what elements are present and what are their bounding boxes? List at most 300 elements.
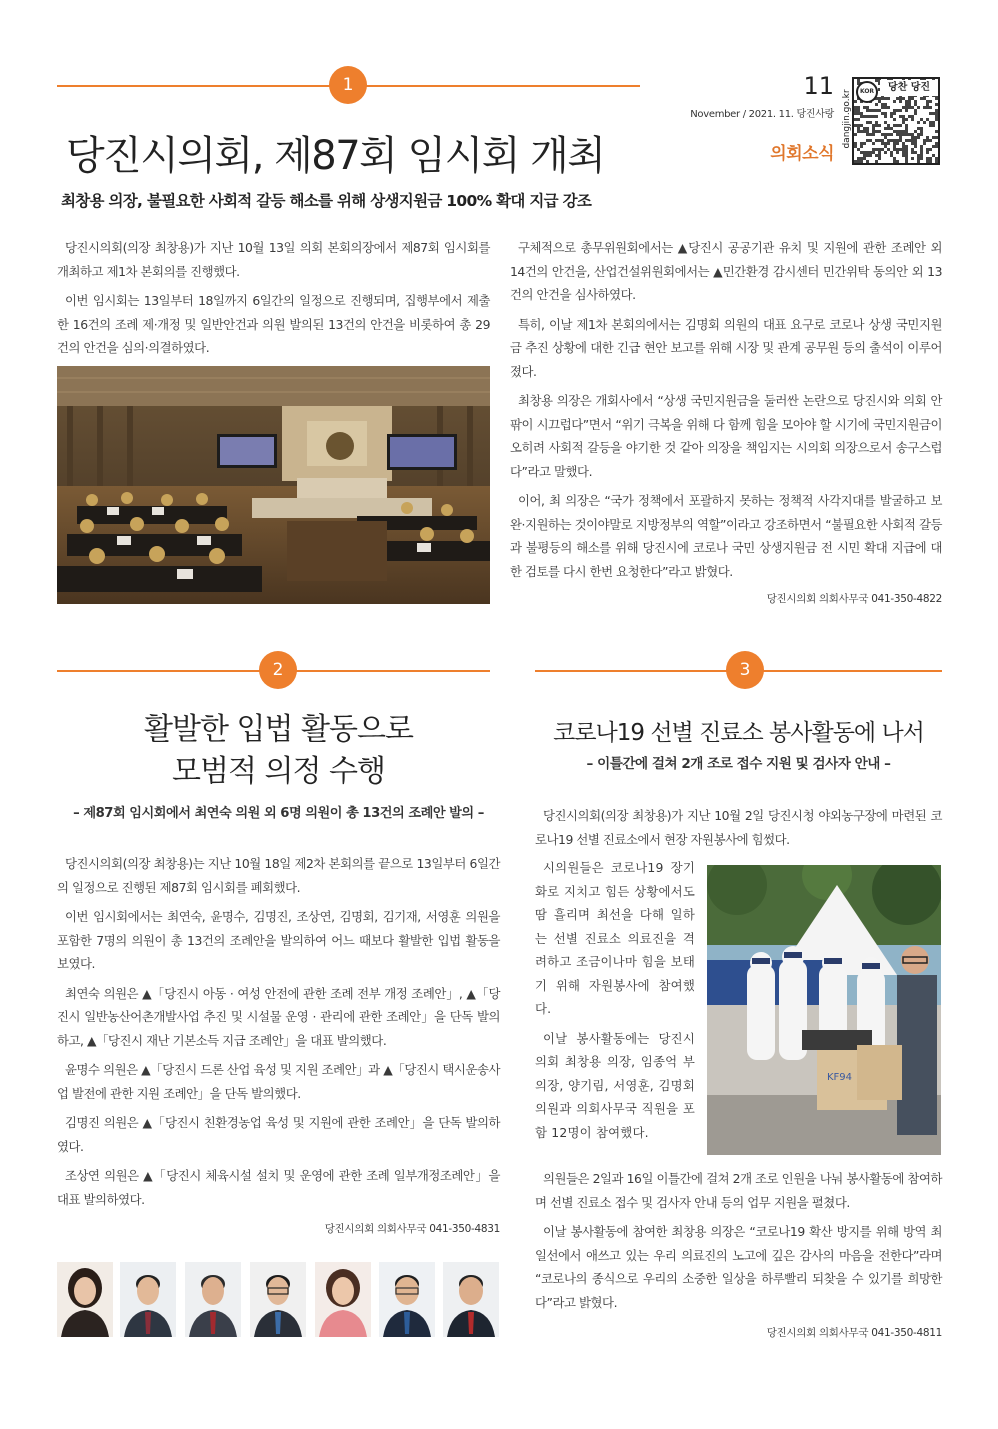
qr-module [860,145,863,148]
qr-module [929,157,932,160]
qr-module [869,109,872,112]
article3-subtitle: – 이틀간에 걸쳐 2개 조로 접수 지원 및 검사자 안내 – [586,756,891,772]
qr-module [887,133,890,136]
qr-module [872,124,875,127]
qr-module [923,121,926,124]
qr-module [893,142,896,145]
qr-module [911,133,914,136]
qr-module [902,130,905,133]
article2-title-line2: 모범적 의정 수행 [172,754,385,789]
qr-module [878,100,881,103]
qr-module [935,157,938,160]
qr-module [866,109,869,112]
qr-module [911,106,914,109]
article2-paragraph: 윤명수 의원은 ▲「당진시 드론 산업 육성 및 지원 조례안」과 ▲「당진시 택시운송사업 발전에 관한 지원 조례안」을 단독 발의했다. [57,1062,500,1101]
qr-module [914,145,917,148]
qr-module [860,112,863,115]
article3-intro: 당진시의회(의장 최창용)가 지난 10월 2일 당진시청 야외농구장에 마련된 코로나19 선별 진료소에서 현장 자원봉사에 힘썼다. [535,808,942,847]
qr-module [875,139,878,142]
qr-module [911,136,914,139]
councilor-portrait-5 [315,1262,371,1337]
qr-module [869,115,872,118]
qr-module [911,139,914,142]
qr-module [926,157,929,160]
qr-module [905,157,908,160]
qr-module [905,148,908,151]
qr-module [866,121,869,124]
qr-module [917,160,920,163]
qr-module [911,97,914,100]
qr-module [920,154,923,157]
qr-module [857,148,860,151]
article2-paragraph: 김명진 의원은 ▲「당진시 친환경농업 육성 및 지원에 관한 조례안」을 단독 발의하였다. [57,1115,500,1154]
qr-module [935,97,938,100]
qr-module [929,112,932,115]
qr-module [902,151,905,154]
article2-title-line1: 활발한 입법 활동으로 [144,712,413,747]
section-label: 의회소식 [770,144,834,164]
qr-module [908,133,911,136]
qr-module [920,133,923,136]
qr-module [875,79,878,82]
qr-module [890,127,893,130]
qr-module [878,130,881,133]
qr-module [920,157,923,160]
qr-module [896,130,899,133]
qr-module [935,130,938,133]
qr-module [908,139,911,142]
article2-credit: 당진시의회 의회사무국 041-350-4831 [324,1223,500,1235]
qr-module [920,97,923,100]
qr-module [869,151,872,154]
qr-module [935,112,938,115]
qr-module [890,151,893,154]
qr-module [905,127,908,130]
qr-module [935,160,938,163]
qr-badge: KOR [856,81,878,103]
qr-module [872,148,875,151]
qr-module [899,124,902,127]
article3-number-badge: 3 [726,651,764,689]
qr-module [866,130,869,133]
qr-module [935,103,938,106]
qr-module [926,151,929,154]
qr-module [881,139,884,142]
article3-paragraph: 의원들은 2일과 16일 이틀간에 걸쳐 2개 조로 인원을 나눠 봉사활동에 참여하며 선별 진료소 접수 및 검사자 안내 등의 업무 지원을 펼쳤다. [535,1171,942,1210]
article2-paragraph: 최연숙 의원은 ▲「당진시 아동 · 여성 안전에 관한 조례 전부 개정 조례안」, ▲「당진시 일반농산어촌개발사업 추진 및 시설물 운영 · 관리에 관한 조례안」을 단독 발의하고, ▲「당진시 재난 기본소득 지급 조례안」을 대표 발의했다. [57,985,500,1048]
qr-module [899,100,902,103]
qr-module [929,124,932,127]
qr-module [854,100,857,103]
qr-module [923,97,926,100]
qr-module [923,139,926,142]
qr-module [926,136,929,139]
qr-module [893,148,896,151]
qr-module [881,148,884,151]
qr-module [902,133,905,136]
qr-module [863,127,866,130]
qr-module [863,130,866,133]
qr-module [881,97,884,100]
qr-module [917,127,920,130]
qr-module [908,115,911,118]
qr-module [860,115,863,118]
qr-module [866,133,869,136]
qr-module [911,157,914,160]
qr-module [890,133,893,136]
qr-module [905,130,908,133]
article1-paragraph: 이번 임시회는 13일부터 18일까지 6일간의 일정으로 진행되며, 집행부에서 제출한 16건의 조례 제·개정 및 일반안건과 의원 발의된 13건의 안건을 비롯하여 총 29건의 안건을 심의·의결하였다. [57,293,490,355]
qr-module [935,118,938,121]
qr-module [935,109,938,112]
qr-module [884,145,887,148]
qr-module [857,106,860,109]
qr-module [884,106,887,109]
qr-module [908,103,911,106]
qr-module [896,148,899,151]
qr-module [884,115,887,118]
qr-module [854,112,857,115]
qr-module [911,148,914,151]
article1-right-column [510,236,942,589]
qr-module [854,160,857,163]
article3-side-column [535,856,695,1150]
qr-module [881,106,884,109]
qr-module [917,133,920,136]
qr-module [857,157,860,160]
article1-paragraph: 이어, 최 의장은 “국가 정책에서 포괄하지 못하는 정책적 사각지대를 발굴하고 보완·지원하는 것이야말로 지방정부의 역할”이라고 강조하면서 “불필요한 사회적 갈등과 불평등의 해소를 위해 당진시에 코로나 국민 상생지원금 전 시민 확대 지급에 대한 검토를 다시 한번 요청한다”라고 밝혔다. [510,493,942,579]
qr-module [902,154,905,157]
qr-module [896,160,899,163]
qr-module [923,106,926,109]
article1-paragraph: 당진시의회(의장 최창용)가 지난 10월 13일 의회 본회의장에서 제87회 임시회를 개최하고 제1차 본회의를 진행했다. [57,240,490,279]
qr-module [884,151,887,154]
qr-module [866,154,869,157]
qr-module [884,121,887,124]
qr-module [902,145,905,148]
qr-module [854,106,857,109]
qr-module [872,130,875,133]
qr-module [860,157,863,160]
qr-module [926,160,929,163]
councilor-portrait-6 [379,1262,435,1337]
qr-module [875,148,878,151]
qr-module [863,115,866,118]
qr-module [860,142,863,145]
qr-stamp: 당찬 당진 [880,80,938,96]
qr-module [890,115,893,118]
qr-module [854,142,857,145]
qr-module [857,130,860,133]
qr-module [932,112,935,115]
article3-intro-block [535,804,942,857]
qr-module [875,109,878,112]
qr-module [899,136,902,139]
article1-subtitle: 최창용 의장, 불필요한 사회적 갈등 해소를 위해 상생지원금 100% 확대 지급 강조 [61,192,592,210]
qr-module [914,142,917,145]
qr-module [899,109,902,112]
qr-module [863,106,866,109]
qr-module [893,145,896,148]
qr-module [917,121,920,124]
qr-module [929,148,932,151]
article2-paragraph: 당진시의회(의장 최창용)는 지난 10월 18일 제2차 본회의를 끝으로 13일부터 6일간의 일정으로 진행된 제87회 임시회를 폐회했다. [57,856,500,895]
qr-module [932,154,935,157]
qr-module [884,127,887,130]
article1-number-badge: 1 [329,66,367,104]
qr-module [884,103,887,106]
qr-module [920,148,923,151]
qr-module [926,118,929,121]
qr-module [926,100,929,103]
qr-module [902,142,905,145]
qr-module [869,139,872,142]
qr-module [869,121,872,124]
qr-module [911,142,914,145]
qr-module [917,106,920,109]
article3-bottom-column [535,1167,942,1320]
councilor-portrait-4 [250,1262,306,1337]
qr-module [932,121,935,124]
article2-paragraph: 조상연 의원은 ▲「당진시 체육시설 설치 및 운영에 관한 조례 일부개정조례안」을 대표 발의하였다. [57,1168,500,1207]
qr-module [932,124,935,127]
qr-module [875,115,878,118]
qr-module [926,106,929,109]
qr-module [875,103,878,106]
qr-module [920,130,923,133]
qr-module [872,142,875,145]
qr-module [896,151,899,154]
qr-module [866,160,869,163]
qr-module [875,124,878,127]
qr-module [875,154,878,157]
qr-module [896,142,899,145]
qr-module [899,139,902,142]
qr-module [878,124,881,127]
qr-module [857,112,860,115]
qr-module [920,118,923,121]
councilor-portrait-2 [120,1262,176,1337]
qr-module [884,136,887,139]
qr-module [914,136,917,139]
qr-module [878,154,881,157]
qr-module [893,160,896,163]
qr-module [854,118,857,121]
issue-line: November / 2021. 11. 당진사랑 [690,109,834,120]
qr-module [905,106,908,109]
qr-module [935,115,938,118]
qr-module [875,130,878,133]
qr-module [854,124,857,127]
qr-module [881,133,884,136]
qr-module [875,121,878,124]
article1-left-column [57,236,490,366]
qr-module [905,118,908,121]
qr-module [899,148,902,151]
qr-module [917,136,920,139]
article2-number-badge: 2 [259,651,297,689]
qr-module [911,151,914,154]
qr-module [902,148,905,151]
qr-module [920,127,923,130]
qr-module [863,142,866,145]
councilor-portrait-1 [57,1262,113,1337]
qr-module [869,154,872,157]
qr-module [899,97,902,100]
qr-module [884,142,887,145]
qr-module [860,151,863,154]
qr-module [917,157,920,160]
qr-module [878,157,881,160]
qr-module [905,160,908,163]
qr-module [932,145,935,148]
qr-module [890,139,893,142]
qr-module [890,154,893,157]
article3-side-paragraph: 이날 봉사활동에는 당진시의회 최창용 의장, 임종억 부의장, 양기림, 서영훈, 김명회 의원과 의회사무국 직원을 포함 12명이 참여했다. [535,1030,695,1140]
councilor-portrait-3 [185,1262,241,1337]
qr-module [860,124,863,127]
qr-module [887,124,890,127]
article1-credit: 당진시의회 의회사무국 041-350-4822 [766,593,942,605]
qr-module [878,109,881,112]
qr-module [905,139,908,142]
qr-module [932,136,935,139]
qr-module [908,106,911,109]
qr-module [896,133,899,136]
qr-module [863,154,866,157]
qr-module [854,145,857,148]
qr-module [908,97,911,100]
qr-module [917,154,920,157]
qr-module [857,118,860,121]
article1-paragraph: 구체적으로 총무위원회에서는 ▲당진시 공공기관 유치 및 지원에 관한 조례안 외 14건의 안건을, 산업건설위원회에서는 ▲민간환경 감시센터 민간위탁 동의안 외 13건의 안건을 심사하였다. [510,240,942,302]
article3-credit: 당진시의회 의회사무국 041-350-4811 [766,1327,942,1339]
qr-module [935,136,938,139]
qr-module [878,148,881,151]
qr-module [929,106,932,109]
clinic-box-label: KF94 [827,1072,853,1083]
qr-module [863,157,866,160]
qr-module [929,121,932,124]
qr-module [926,139,929,142]
qr-module [905,103,908,106]
qr-module [914,109,917,112]
qr-module [857,124,860,127]
qr-module [887,139,890,142]
qr-module [896,97,899,100]
qr-module [923,142,926,145]
qr-module [884,133,887,136]
qr-module [914,151,917,154]
qr-module [911,115,914,118]
qr-module [929,139,932,142]
qr-module [926,103,929,106]
qr-module [893,118,896,121]
qr-module [905,100,908,103]
qr-module [920,145,923,148]
qr-module [905,151,908,154]
qr-module [899,115,902,118]
article1-paragraph: 최창용 의장은 개회사에서 “상생 국민지원금을 둘러싼 논란으로 당진시와 의회 안팎이 시끄럽다”면서 “위기 극복을 위해 다 함께 힘을 모아야 할 시기에 국민지원금이 오히려 사회적 갈등을 야기한 것 같아 의장을 책임지는 시의회 의장으로서 송구스럽다”라고 말했다. [510,393,942,479]
qr-module [872,133,875,136]
qr-module [902,118,905,121]
qr-module [881,112,884,115]
qr-module [866,115,869,118]
qr-module [905,145,908,148]
qr-module [935,145,938,148]
qr-module [854,109,857,112]
qr-module [887,148,890,151]
qr-module [893,130,896,133]
qr-module [929,100,932,103]
qr-module [872,151,875,154]
qr-module [902,106,905,109]
article3-title: 코로나19 선별 진료소 봉사활동에 나서 [553,720,924,746]
qr-code[interactable] [852,77,940,165]
qr-module [896,124,899,127]
qr-module [899,133,902,136]
qr-module [872,115,875,118]
qr-module [866,151,869,154]
article3-paragraph: 이날 봉사활동에 참여한 최창용 의장은 “코로나19 확산 방지를 위해 방역 최일선에서 애쓰고 있는 우리 의료진의 노고에 깊은 감사의 마음을 전한다”라며 “코로나의 종식으로 우리의 소중한 일상을 하루빨리 되찾을 수 있기를 희망한다”라고 밝혔다. [535,1224,942,1310]
council-session-photo [57,366,490,604]
qr-module [893,124,896,127]
qr-module [911,118,914,121]
qr-module [920,151,923,154]
qr-module [914,103,917,106]
qr-module [905,133,908,136]
qr-module [902,97,905,100]
qr-module [902,115,905,118]
qr-module [881,103,884,106]
qr-module [860,160,863,163]
qr-module [878,97,881,100]
qr-module [866,127,869,130]
qr-module [881,142,884,145]
qr-module [854,133,857,136]
qr-module [866,139,869,142]
qr-module [914,112,917,115]
article2-paragraph: 이번 임시회에서는 최연숙, 윤명수, 김명진, 조상연, 김명회, 김기재, 서영훈 의원을 포함한 7명의 의원이 총 13건의 조례안을 발의하여 어느 때보다 활발한 입법 활동을 보였다. [57,909,500,971]
qr-module [887,106,890,109]
qr-module [887,97,890,100]
qr-module [908,100,911,103]
qr-module [905,109,908,112]
article2-column [57,852,500,1217]
qr-module [896,139,899,142]
qr-module [860,130,863,133]
qr-module [887,142,890,145]
qr-module [905,154,908,157]
qr-url: dangjin.go.kr [842,89,852,149]
qr-module [896,109,899,112]
qr-module [863,151,866,154]
qr-module [893,157,896,160]
qr-module [899,130,902,133]
qr-module [890,112,893,115]
qr-module [893,112,896,115]
qr-module [926,148,929,151]
qr-module [875,160,878,163]
councilor-portrait-7 [443,1262,499,1337]
qr-module [869,133,872,136]
qr-module [884,112,887,115]
article1-paragraph: 특히, 이날 제1차 본회의에서는 김명회 의원의 대표 요구로 코로나 상생 국민지원금 추진 상황에 대한 긴급 현안 보고를 위해 시장 및 관계 공무원 등의 출석이 이루어졌다. [510,316,942,379]
qr-module [893,139,896,142]
article2-subtitle: – 제87회 임시회에서 최연숙 의원 외 6명 의원이 총 13건의 조례안 발의 – [73,806,484,821]
qr-module [914,139,917,142]
qr-module [878,151,881,154]
